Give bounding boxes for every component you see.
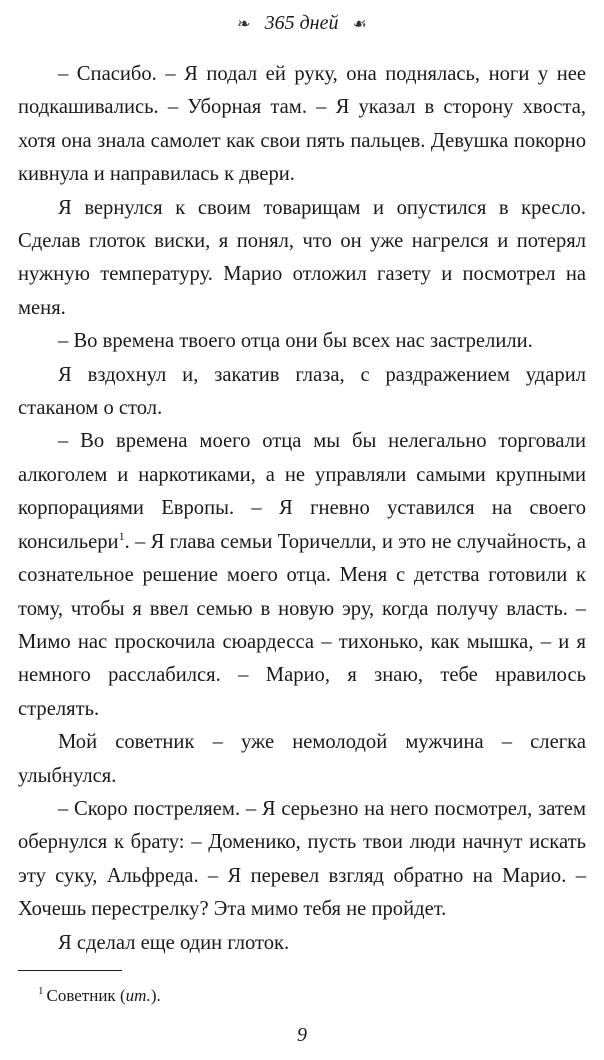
page-body [18, 58, 586, 960]
header-title: 365 дней [264, 12, 339, 34]
footnote-text: Советник ( [46, 986, 126, 1005]
paragraph: – Во времена твоего отца они бы всех нас застрелили. [58, 330, 533, 353]
footnote-divider [18, 970, 122, 971]
ornament-right-icon: ☙ [352, 15, 367, 33]
paragraph: Я вернулся к своим товарищам и опустился в кресло. Сделав глоток виски, я понял, что он уже нагрелся и потерял нужную температуру. Марио отложил газету и посмотрел на меня. [18, 196, 586, 319]
ornament-left-icon: ❧ [237, 15, 251, 33]
page-number: 9 [297, 1024, 307, 1046]
running-header [0, 12, 604, 35]
footnote-text-end: ). [150, 986, 161, 1005]
paragraph-text: . – Я глава семьи Торичелли, и это не случайность, а сознательное решение моего отца. Меня с детства готовили к тому, чтобы я ввел семью в новую эру, когда получу власть. – Мимо нас проскочила сюардесса – тихонько, как мышка, – и я немного расслабился. – Марио, я знаю, тебе нравилось стрелять. [18, 530, 586, 720]
paragraph: Я вздохнул и, закатив глаза, с раздражением ударил стаканом о стол. [18, 363, 586, 420]
footnote [38, 986, 161, 1006]
paragraph [18, 425, 586, 726]
footnote-mark: 1 [38, 985, 44, 998]
paragraph: – Спасибо. – Я подал ей руку, она поднялась, ноги у нее подкашивались. – Уборная там. – Я указал в сторону хвоста, хотя она знала самолет как свои пять пальцев. Девушка покорно кивнула и направилась к двери. [18, 63, 586, 186]
paragraph: Мой советник – уже немолодой мужчина – слегка улыбнулся. [18, 731, 586, 787]
paragraph-text: – Во времена моего отца мы бы нелегально торговали алкоголем и наркотиками, а не управляли самыми крупными корпорациями Европы. – Я гневно уставился на своего консильери [18, 430, 586, 553]
paragraph: – Скоро постреляем. – Я серьезно на него посмотрел, затем обернулся к брату: – Доменико, пусть твои люди начнут искать эту суку, Альфреда. – Я перевел взгляд обратно на Марио. – Хочешь перестрелку? Эта мимо тебя не пройдет. [18, 797, 586, 921]
footnote-reference[interactable]: 1 [118, 528, 125, 543]
paragraph: Я сделал еще один глоток. [58, 931, 290, 954]
footnote-abbreviation: ит. [125, 986, 151, 1005]
